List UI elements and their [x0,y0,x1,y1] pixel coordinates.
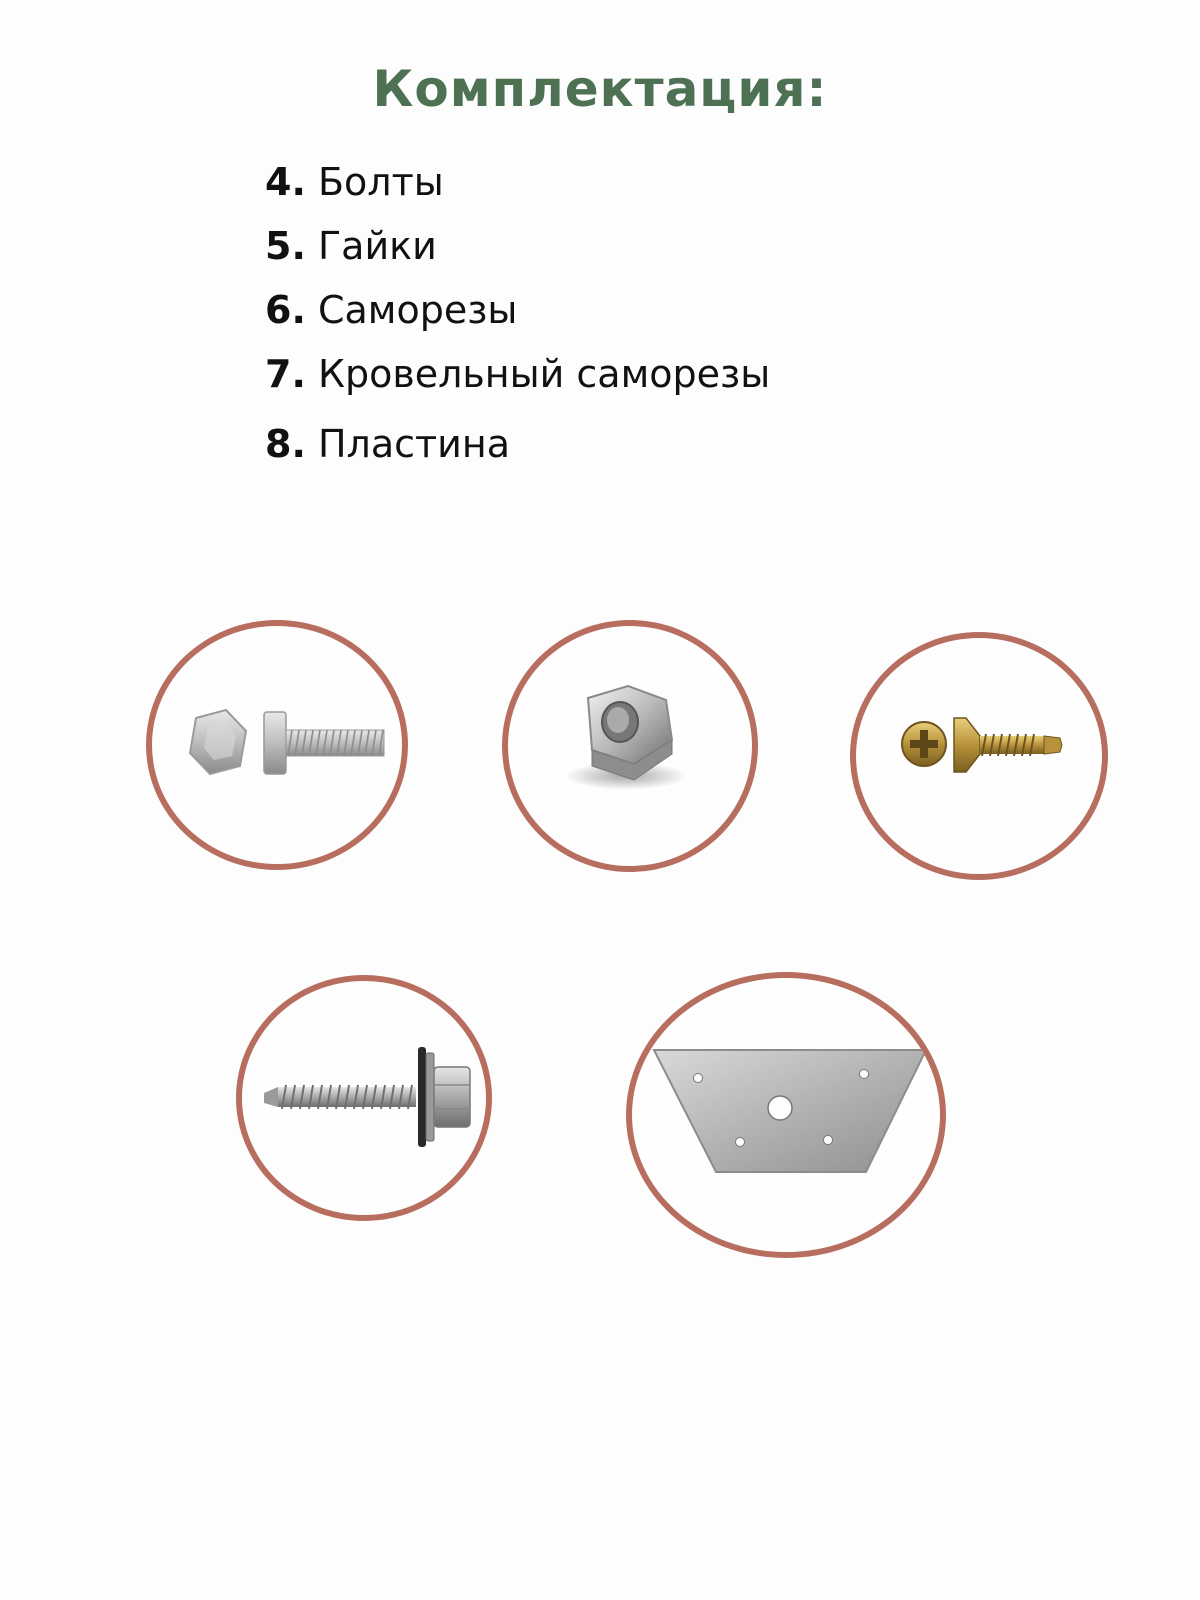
list-item-roofing-screws [265,342,770,406]
wood-screw-icon [856,638,1102,874]
list-item-bolts [265,150,770,214]
plate-image-circle [626,972,946,1258]
list-item-label: Болты [317,160,444,204]
bolt-icon [152,626,402,864]
bolt-image-circle [146,620,408,870]
screw-image-circle [850,632,1108,880]
page-title: Комплектация: [372,60,828,118]
parts-list [265,150,770,476]
list-item-number: 7. [265,352,306,396]
mounting-plate-icon [632,978,940,1252]
nut-icon [508,626,752,866]
list-item-screws [265,278,770,342]
nut-image-circle [502,620,758,872]
list-item-label: Саморезы [317,288,518,332]
list-item-plate [265,412,770,476]
list-item-label: Пластина [317,422,510,466]
list-item-number: 6. [265,288,306,332]
list-item-number: 8. [265,422,306,466]
list-item-number: 4. [265,160,306,204]
list-item-label: Гайки [317,224,437,268]
list-item-label: Кровельный саморезы [317,352,771,396]
list-item-number: 5. [265,224,306,268]
roofing-screw-image-circle [236,975,492,1221]
list-item-nuts [265,214,770,278]
roofing-screw-icon [242,981,486,1215]
